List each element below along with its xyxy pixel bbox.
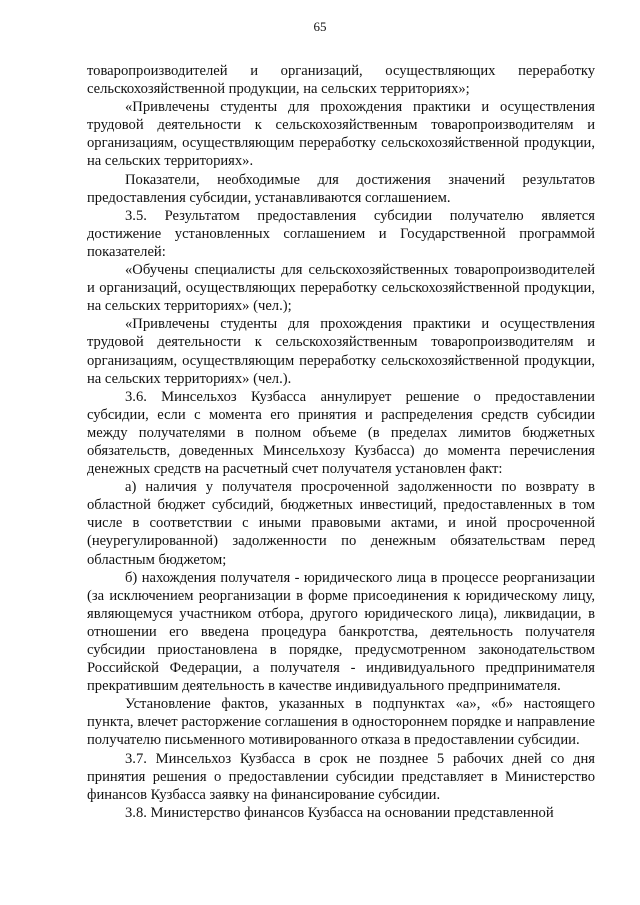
paragraph: «Обучены специалисты для сельскохозяйственных товаропроизводителей и организаций, осуществляющих переработку сельскохозяйственной продукции, на сельских территориях» (чел.); xyxy=(87,262,595,315)
paragraph: товаропроизводителей и организаций, осуществляющих переработку сельскохозяйственной продукции, на сельских территориях»; xyxy=(87,63,595,98)
paragraph: 3.7. Минсельхоз Кузбасса в срок не позднее 5 рабочих дней со дня принятия решения о предоставлении субсидии представляет в Министерство финансов Кузбасса заявку на финансирование субсидии. xyxy=(87,750,595,803)
page-number: 65 xyxy=(313,19,327,34)
paragraph: 3.5. Результатом предоставления субсидии получателю является достижение установленных соглашением и Государственной программой показателей: xyxy=(87,207,595,260)
paragraph: б) нахождения получателя - юридического лица в процессе реорганизации (за исключением реорганизации в форме присоединения к юридическому лицу, являющемуся участником отбора, другого юридического лица), ликвидации, в отношении его введена процедура банкротства, деятельность получателя субсидии приостановлена в порядке, предусмотренном законодательством Российской Федерации, а получателя - индивидуального предпринимателя прекратившим деятельность в качестве индивидуального предпринимателя. xyxy=(87,569,595,695)
paragraph: 3.6. Минсельхоз Кузбасса аннулирует решение о предоставлении субсидии, если с момента его принятия и распределения средств субсидии между получателями в полном объеме (в пределах лимитов бюджетных обязательств, доведенных Минсельхозу Кузбасса) до момента перечисления денежных средств на расчетный счет получателя установлен факт: xyxy=(87,388,595,478)
paragraph: Показатели, необходимые для достижения значений результатов предоставления субсидии, устанавливаются соглашением. xyxy=(87,171,595,206)
paragraph: «Привлечены студенты для прохождения практики и осуществления трудовой деятельности к сельскохозяйственным товаропроизводителям и организациям, осуществляющим переработку сельскохозяйственной продукции, на сельских территориях» (чел.). xyxy=(87,316,595,387)
document-body xyxy=(87,62,595,822)
paragraph: Установление фактов, указанных в подпунктах «а», «б» настоящего пункта, влечет расторжение соглашения в одностороннем порядке и направление получателю письменного мотивированного отказа в предоставлении субсидии. xyxy=(87,696,595,749)
paragraph: «Привлечены студенты для прохождения практики и осуществления трудовой деятельности к сельскохозяйственным товаропроизводителям и организациям, осуществляющим переработку сельскохозяйственной продукции, на сельских территориях». xyxy=(87,99,595,170)
paragraph: а) наличия у получателя просроченной задолженности по возврату в областной бюджет субсидий, бюджетных инвестиций, предоставленных в том числе в соответствии с иными правовыми актами, и иной просроченной (неурегулированной) задолженности по денежным обязательствам перед областным бюджетом; xyxy=(87,479,595,568)
paragraph: 3.8. Министерство финансов Кузбасса на основании представленной xyxy=(125,804,554,821)
